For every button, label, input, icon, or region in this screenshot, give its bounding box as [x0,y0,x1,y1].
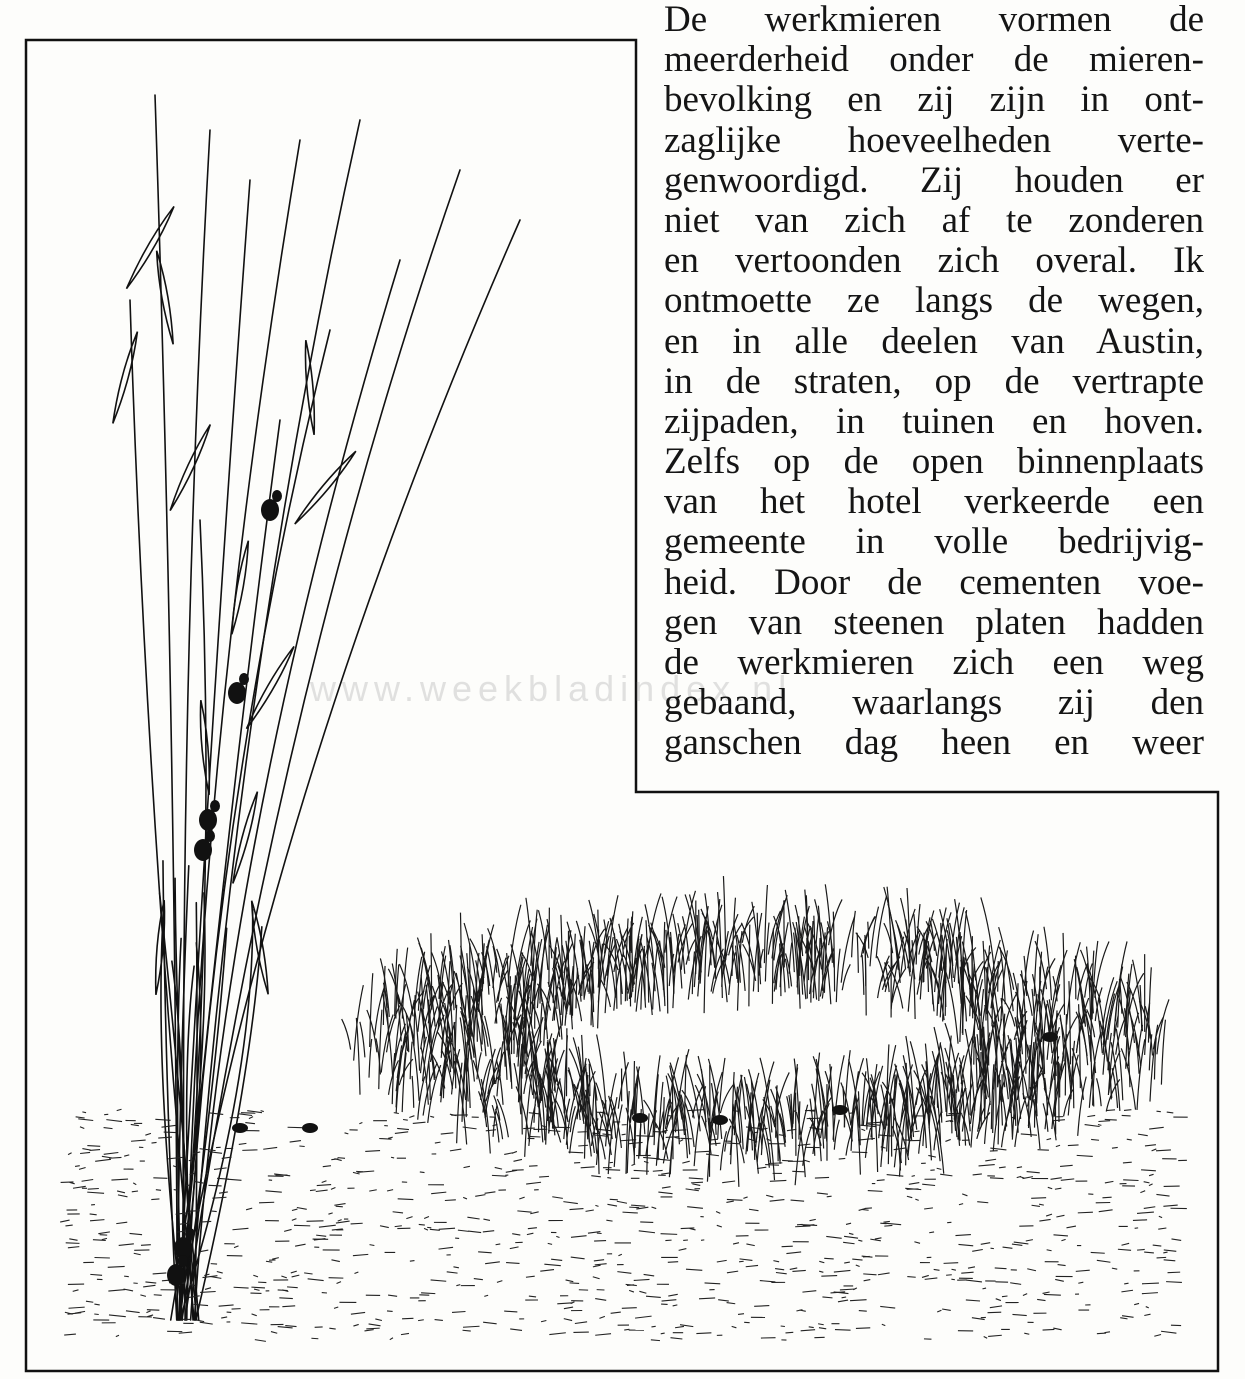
text-line: niet van zich af te zonderen [664,199,1204,241]
text-line: zaglijke hoeveelheden verte- [664,119,1204,161]
ant-nest-mound [342,876,1169,1187]
text-line: ontmoette ze langs de wegen, [664,280,1204,322]
text-line: van het hotel verkeerde een [664,481,1204,523]
text-line: De werkmieren vormen de [664,0,1204,40]
text-line: genwoordigd. Zij houden er [664,159,1204,201]
text-line: bevolking en zij zijn in ont- [664,79,1204,121]
body-text-column [664,0,1204,764]
watermark: www.weekbladindex.nl [310,668,793,709]
text-line: gemeente in volle bedrijvig- [664,521,1204,563]
text-line: de werkmieren zich een weg [664,642,1204,683]
text-line: heid. Door de cementen voe- [664,561,1204,603]
text-line: zijpaden, in tuinen en hoven. [664,400,1204,442]
text-line: meerderheid onder de mieren- [664,39,1204,81]
text-line: gebaand, waarlangs zij den [664,682,1204,724]
text-line: en vertoonden zich overal. Ik [664,240,1204,282]
text-line: Zelfs op de open binnenplaats [664,441,1204,483]
text-line: en in alle deelen van Austin, [664,320,1204,362]
text-line: in de straten, op de vertrapte [664,360,1204,402]
text-line: ganschen dag heen en weer [664,722,1204,764]
ground-hatching [60,1109,1188,1341]
text-line: gen van steenen platen hadden [664,601,1204,643]
